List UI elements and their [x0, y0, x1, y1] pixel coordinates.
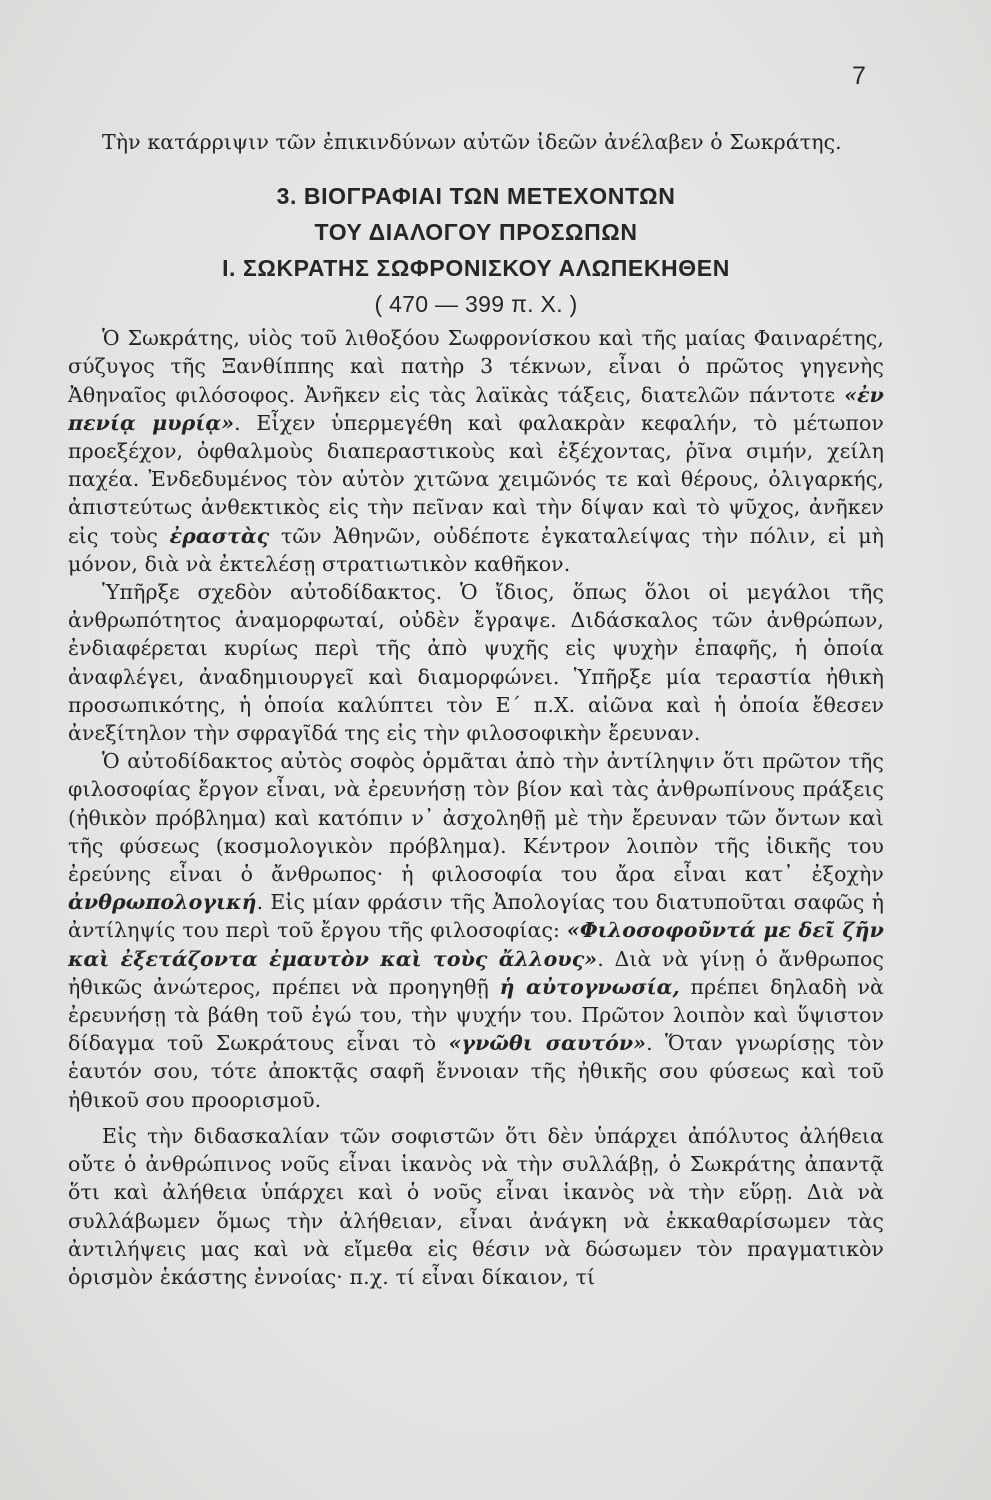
page-body: [68, 128, 884, 1291]
text-run: τῶν Ἀθηνῶν, οὐδέποτε ἐγκαταλείψας τὴν πόλιν, εἰ μὴ μόνον, διὰ νὰ ἐκτελέσῃ στρατιωτικὸν καθῆκον.: [68, 523, 884, 576]
page-number: 7: [852, 62, 866, 90]
emphasis-quote: «ἐν πενίᾳ μυρίᾳ»: [68, 382, 884, 435]
section-title-line-2: ΤΟΥ ΔΙΑΛΟΓΟΥ ΠΡΟΣΩΠΩΝ: [314, 219, 638, 246]
paragraph-philosophy: [68, 747, 884, 1114]
subsection-title: Ι. ΣΩΚΡΑΤΗΣ ΣΩΦΡΟΝΙΣΚΟΥ ΑΛΩΠΕΚΗΘΕΝ: [222, 255, 730, 282]
text-run: Ὁ Σωκράτης, υἱὸς τοῦ λιθοξόου Σωφρονίσκου καὶ τῆς μαίας Φαιναρέτης, σύζυγος τῆς Ξανθίππης καὶ πατὴρ 3 τέκνων, εἶναι ὁ πρῶτος γηγενὴς Ἀθηναῖος φιλόσοφος. Ἀνῆκεν εἰς τὰς λαϊκὰς τάξεις, διατελῶν πάντοτε: [68, 326, 884, 407]
life-dates: ( 470 — 399 π. Χ. ): [374, 291, 578, 318]
text-run: . Διὰ νὰ γίνῃ ὁ ἄνθρωπος ἠθικῶς ἀνώτερος, πρέπει νὰ προηγηθῇ: [68, 946, 885, 999]
paragraph-self-taught: Ὑπῆρξε σχεδὸν αὐτοδίδακτος. Ὁ ἴδιος, ὅπως ὅλοι οἱ μεγάλοι τῆς ἀνθρωπότητος ἀναμορφωταί, οὐδὲν ἔγραψε. Διδάσκαλος τῶν ἀνθρώπων, ἐνδιαφέρεται κυρίως περὶ τῆς ἀπὸ ψυχῆς εἰς ψυχὴν ἐπαφῆς, ἡ ὁποία ἀναφλέγει, ἀναδημιουργεῖ καὶ διαμορφώνει. Ὑπῆρξε μία τεραστία ἠθικὴ προσωπικότης, ἡ ὁποία καλύπτει τὸν Ε΄ π.Χ. αἰῶνα καὶ ἡ ὁποία ἔθεσεν ἀνεξίτηλον τὴν σφραγῖδά της εἰς τὴν φιλοσοφικὴν ἔρευναν.: [68, 580, 884, 746]
text-run: . Εἶχεν ὑπερμεγέθη καὶ φαλακρὰν κεφαλήν, τὸ μέτωπον προεξέχον, ὀφθαλμοὺς διαπεραστικοὺς καὶ ἐξέχοντας, ῥῖνα σιμήν, χείλη παχέα. Ἐνδεδυμένος τὸν αὐτὸν χιτῶνα χειμῶνός τε καὶ θέρους, ὀλιγαρκής, ἀπιστεύτως ἀνθεκτικὸς εἰς τὴν πεῖναν καὶ τὴν δίψαν καὶ τὸ ψῦχος, ἀνῆκεν εἰς τοὺς: [68, 410, 884, 548]
paragraph-truth: Εἰς τὴν διδασκαλίαν τῶν σοφιστῶν ὅτι δὲν ὑπάρχει ἀπόλυτος ἀλήθεια οὔτε ὁ ἀνθρώπινος νοῦς εἶναι ἱκανὸς νὰ τὴν συλλάβῃ, ὁ Σωκράτης ἀπαντᾷ ὅτι καὶ ἀλήθεια ὑπάρχει καὶ ὁ νοῦς εἶναι ἱκανὸς νὰ τὴν εὕρῃ. Διὰ νὰ συλλάβωμεν ὅμως τὴν ἀλήθειαν, εἶναι ἀνάγκη νὰ ἐκκαθαρίσωμεν τὰς ἀντιλήψεις μας καὶ νὰ εἴμεθα εἰς θέσιν νὰ δώσωμεν τὸν πραγματικὸν ὁρισμὸν ἑκάστης ἐννοίας· π.χ. τί εἶναι δίκαιον, τί: [68, 1123, 884, 1289]
text-run: πρέπει δηλαδὴ νὰ ἐρευνήσῃ τὰ βάθη τοῦ ἐγώ του, τὴν ψυχήν του. Πρῶτον λοιπὸν καὶ ὕψιστον δίδαγμα τοῦ Σωκράτους εἶναι τὸ: [68, 974, 885, 1056]
emphasis-term: ἀνθρωπολογική: [68, 890, 257, 915]
emphasis-quote: «γνῶθι σαυτόν»: [448, 1031, 647, 1056]
intro-paragraph: Τὴν κατάρριψιν τῶν ἐπικινδύνων αὐτῶν ἰδεῶν ἀνέλαβεν ὁ Σωκράτης.: [102, 130, 842, 154]
text-run: Ὁ αὐτοδίδακτος αὐτὸς σοφὸς ὁρμᾶται ἀπὸ τὴν ἀντίληψιν ὅτι πρῶτον τῆς φιλοσοφίας ἔργον εἶναι, νὰ ἐρευνήσῃ τὸν βίον καὶ τὰς ἀνθρωπίνους πράξεις (ἠθικὸν πρόβλημα) καὶ κατόπιν ν᾽ ἀσχοληθῇ μὲ τὴν ἔρευναν τῶν ὄντων καὶ τῆς φύσεως (κοσμολογικὸν πρόβλημα). Κέντρον λοιπὸν τῆς ἰδικῆς του ἐρεύνης εἶναι ὁ ἄνθρωπος· ἡ φιλοσοφία του ἄρα εἶναι κατ᾽ ἐξοχὴν: [68, 749, 884, 887]
text-run: . Εἰς μίαν φράσιν τῆς Ἀπολογίας του διατυποῦται σαφῶς ἡ ἀντίληψίς του περὶ τοῦ ἔργου τῆς φιλοσοφίας:: [68, 890, 884, 943]
paragraph-biography: [68, 324, 884, 578]
section-title: 3. ΒΙΟΓΡΑΦΙΑΙ ΤΩΝ ΜΕΤΕΧΟΝΤΩΝ: [276, 183, 676, 210]
emphasis-quote: «Φιλοσοφοῦντά με δεῖ ζῆν καὶ ἐξετάζοντα ἐμαυτὸν καὶ τοὺς ἄλλους»: [68, 918, 884, 971]
emphasis-term: ἐραστὰς: [169, 523, 270, 548]
text-run: . Ὅταν γνωρίσῃς τὸν ἑαυτόν σου, τότε ἀποκτᾷς σαφῆ ἔννοιαν τῆς ἠθικῆς σου φύσεως καὶ τοῦ ἠθικοῦ σου προορισμοῦ.: [68, 1031, 885, 1112]
emphasis-term: ἡ αὐτογνωσία,: [499, 974, 680, 999]
